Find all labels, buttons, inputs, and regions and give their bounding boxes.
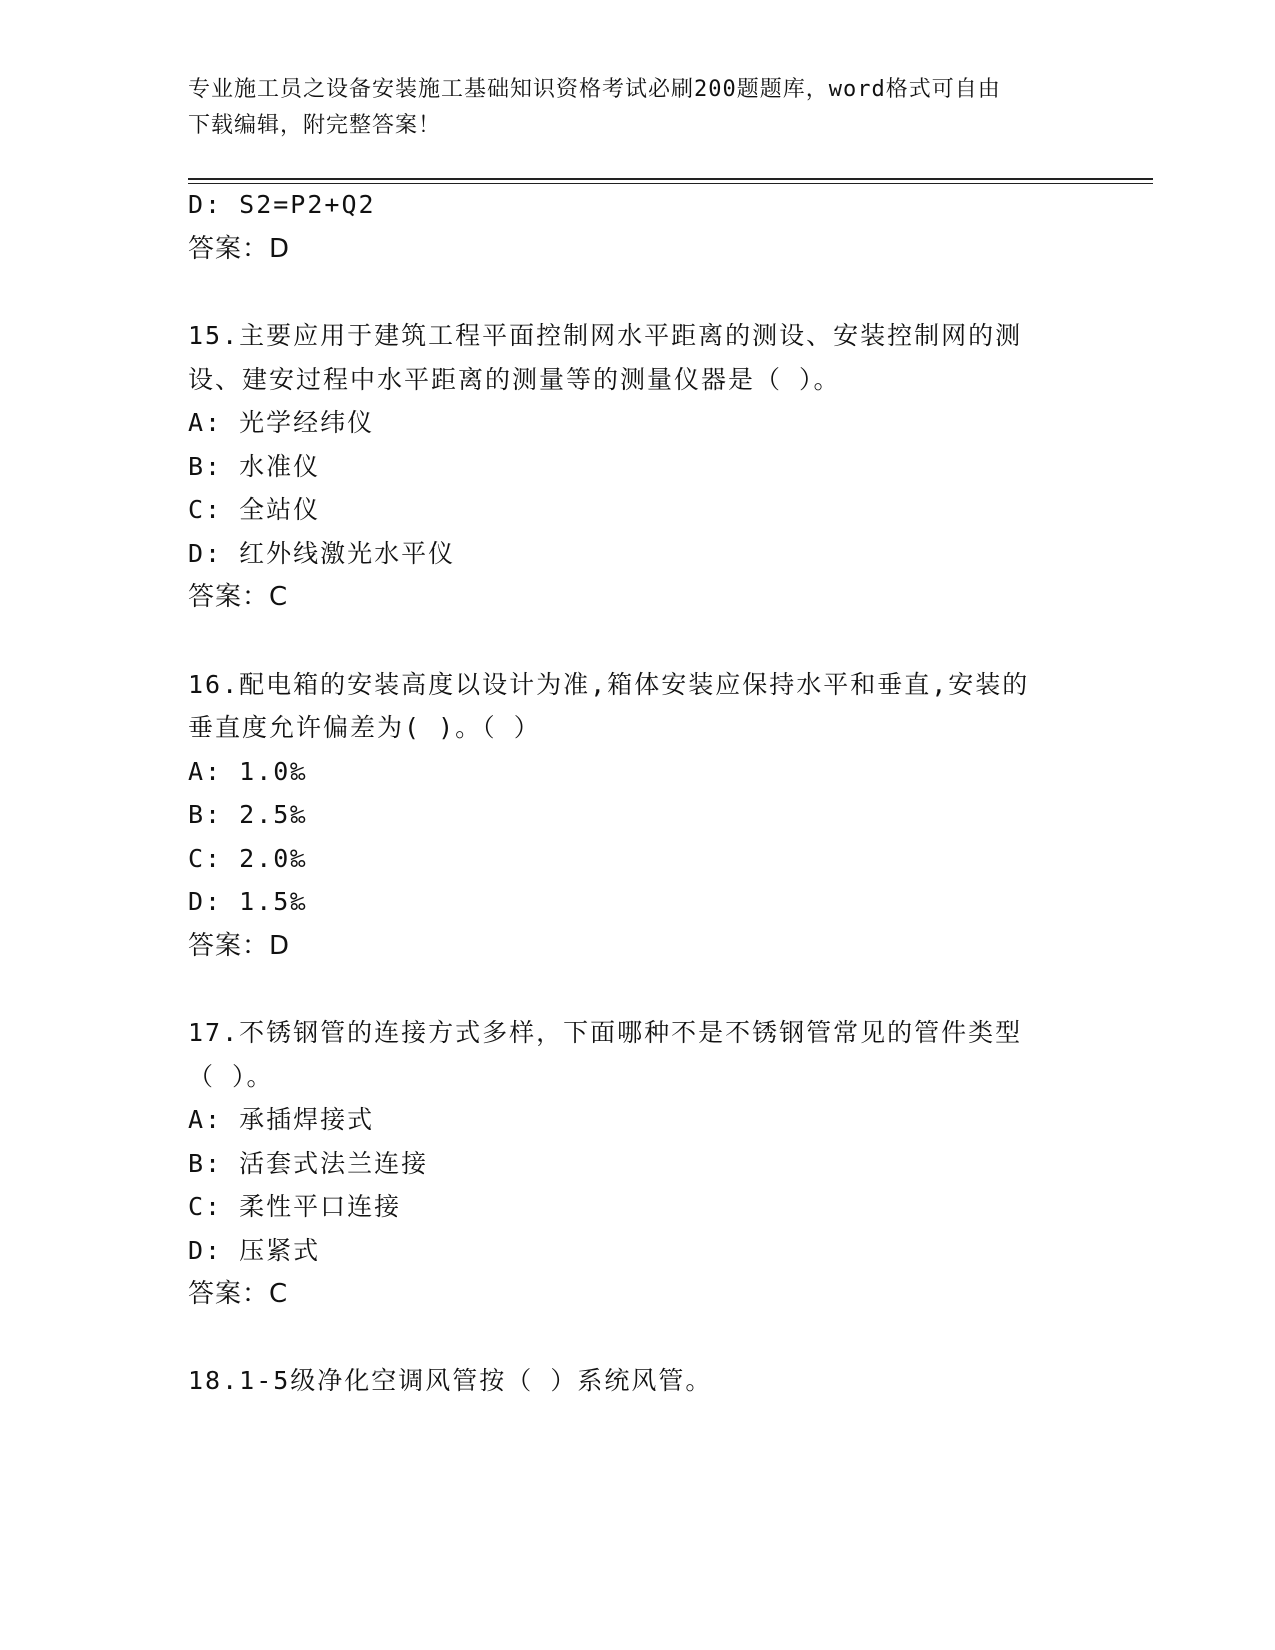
prev-option-d: D: S2=P2+Q2 <box>188 190 376 219</box>
q16-stem-line-2: 垂直度允许偏差为( )。（ ） <box>188 713 541 742</box>
q16-option-c: C: 2.0‰ <box>188 844 308 873</box>
q17-answer: 答案：C <box>188 1279 289 1309</box>
q15-option-c: C: 全站仪 <box>188 495 321 524</box>
header-title-line-2: 下载编辑，附完整答案！ <box>188 113 442 138</box>
q16-stem-line-1: 16.配电箱的安装高度以设计为准,箱体安装应保持水平和垂直,安装的 <box>188 670 1030 699</box>
document-header <box>188 72 1088 144</box>
q16-answer: 答案：D <box>188 931 291 961</box>
q16-option-d: D: 1.5‰ <box>188 887 308 916</box>
q15-stem-line-2: 设、建安过程中水平距离的测量等的测量仪器是（ ）。 <box>188 365 841 394</box>
q15-option-a: A: 光学经纬仪 <box>188 408 375 437</box>
q15-stem-line-1: 15.主要应用于建筑工程平面控制网水平距离的测设、安装控制网的测 <box>188 321 1023 350</box>
q16-option-b: B: 2.5‰ <box>188 800 308 829</box>
q18-stem-line-1: 18.1-5级净化空调风管按（ ）系统风管。 <box>188 1366 713 1395</box>
q17-option-a: A: 承插焊接式 <box>188 1105 375 1134</box>
q17-stem-line-1: 17.不锈钢管的连接方式多样，下面哪种不是不锈钢管常见的管件类型 <box>188 1018 1023 1047</box>
q17-stem-line-2: （ ）。 <box>188 1062 274 1091</box>
q15-option-d: D: 红外线激光水平仪 <box>188 539 456 568</box>
q15-answer: 答案：C <box>188 582 289 612</box>
header-divider-thin <box>188 183 1153 184</box>
q17-option-c: C: 柔性平口连接 <box>188 1192 402 1221</box>
header-title-line-1: 专业施工员之设备安装施工基础知识资格考试必刷200题题库，word格式可自由 <box>188 77 1001 102</box>
q17-option-b: B: 活套式法兰连接 <box>188 1149 429 1178</box>
prev-answer: 答案：D <box>188 234 291 264</box>
q15-option-b: B: 水准仪 <box>188 452 321 481</box>
q16-option-a: A: 1.0‰ <box>188 757 308 786</box>
q17-option-d: D: 压紧式 <box>188 1236 321 1265</box>
header-divider-thick <box>188 178 1153 180</box>
